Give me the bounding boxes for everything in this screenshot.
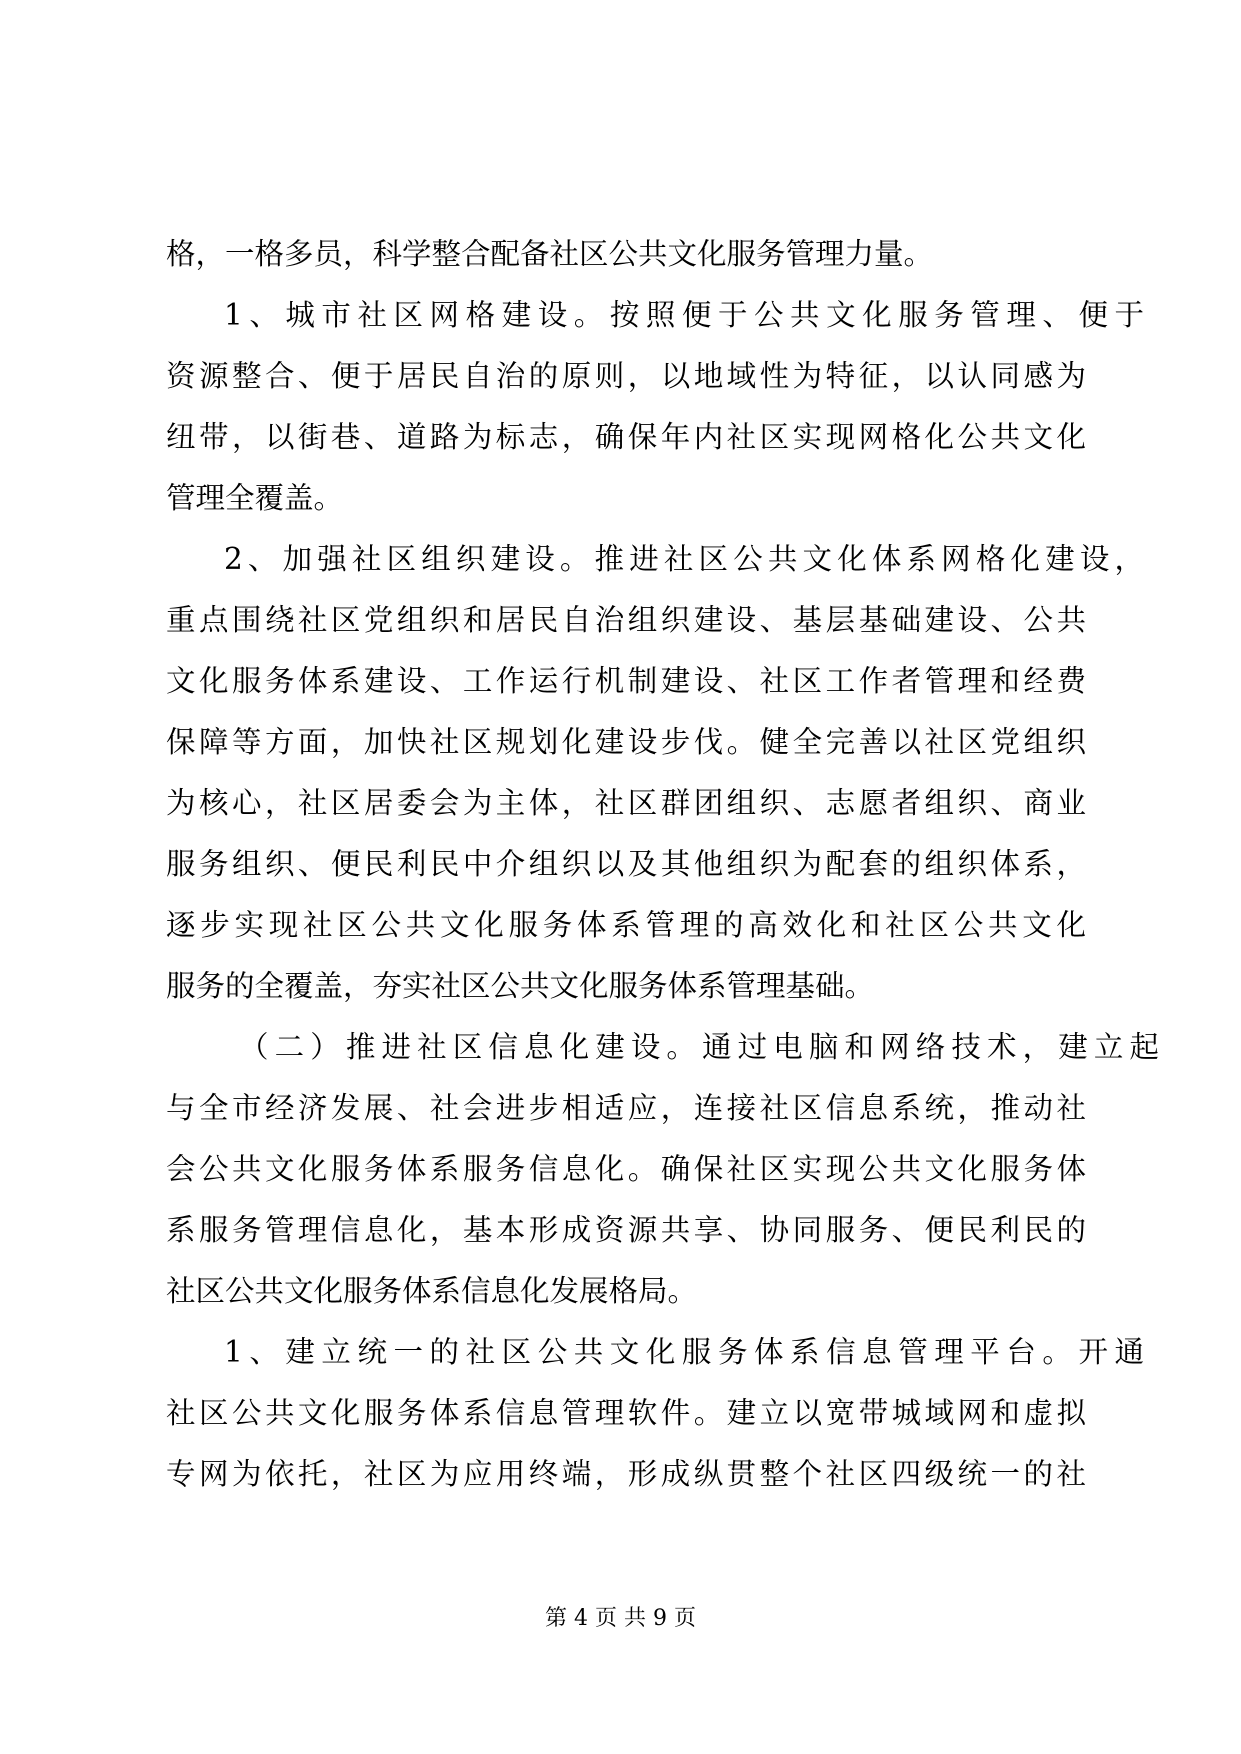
text-line: 系服务管理信息化，基本形成资源共享、协同服务、便民利民的: [166, 1213, 1086, 1247]
text-line: 资源整合、便于居民自治的原则，以地域性为特征，以认同感为: [166, 359, 1086, 393]
text-line: 管理全覆盖。: [166, 481, 344, 515]
text-line: 社区公共文化服务体系信息化发展格局。: [166, 1274, 698, 1308]
text-line: 社区公共文化服务体系信息管理软件。建立以宽带城域网和虚拟: [166, 1396, 1086, 1430]
text-line: 服务的全覆盖，夯实社区公共文化服务体系管理基础。: [166, 969, 875, 1003]
text-line: 会公共文化服务体系服务信息化。确保社区实现公共文化服务体: [166, 1152, 1086, 1186]
page-footer: 第 4 页 共 9 页: [545, 1606, 696, 1631]
text-line: （二）推进社区信息化建设。通过电脑和网络技术，建立起: [239, 1030, 1159, 1064]
text-line: 文化服务体系建设、工作运行机制建设、社区工作者管理和经费: [166, 664, 1086, 698]
text-line: 重点围绕社区党组织和居民自治组织建设、基层基础建设、公共: [166, 603, 1086, 637]
text-line: 为核心，社区居委会为主体，社区群团组织、志愿者组织、商业: [166, 786, 1086, 820]
text-line: 1、城市社区网格建设。按照便于公共文化服务管理、便于: [224, 298, 1144, 332]
text-line: 纽带，以街巷、道路为标志，确保年内社区实现网格化公共文化: [166, 420, 1086, 454]
text-line: 与全市经济发展、社会进步相适应，连接社区信息系统，推动社: [166, 1091, 1086, 1125]
body-text: [166, 224, 1159, 1505]
text-line: 服务组织、便民利民中介组织以及其他组织为配套的组织体系，: [166, 847, 1086, 881]
text-line: 1、建立统一的社区公共文化服务体系信息管理平台。开通: [224, 1335, 1144, 1369]
text-line: 2、加强社区组织建设。推进社区公共文化体系网格化建设，: [224, 542, 1144, 576]
text-line: 保障等方面，加快社区规划化建设步伐。健全完善以社区党组织: [166, 725, 1086, 759]
text-line: 逐步实现社区公共文化服务体系管理的高效化和社区公共文化: [166, 908, 1086, 942]
text-line: 专网为依托，社区为应用终端，形成纵贯整个社区四级统一的社: [166, 1457, 1086, 1491]
text-line: 格，一格多员，科学整合配备社区公共文化服务管理力量。: [166, 237, 934, 271]
